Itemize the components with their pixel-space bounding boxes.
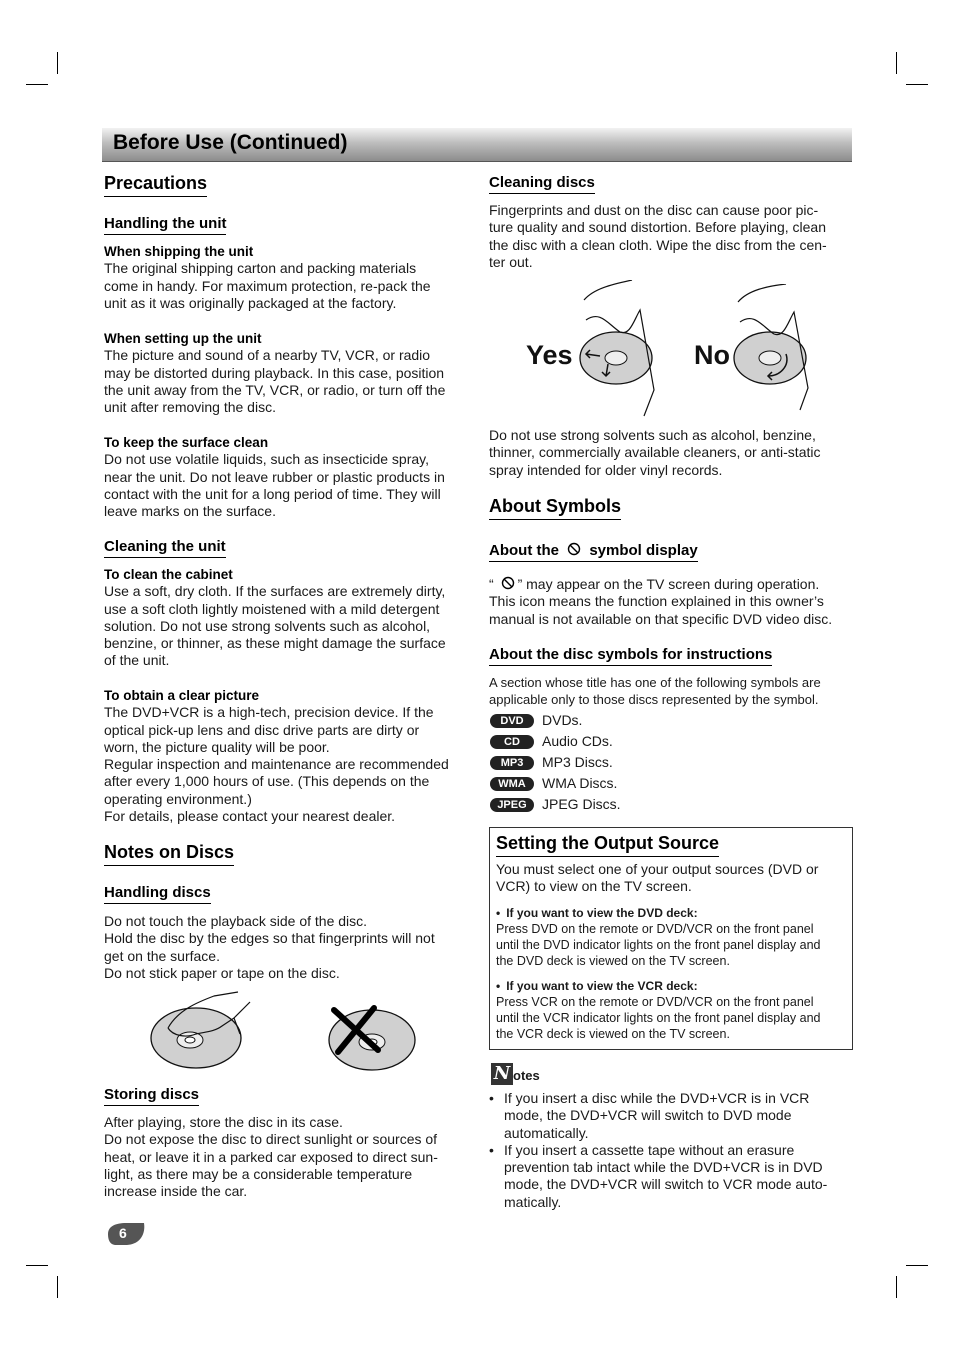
text-line: automatically. xyxy=(504,1124,589,1141)
crop-mark xyxy=(57,1276,58,1298)
no-label: No xyxy=(694,340,730,370)
text-line: VCR) to view on the TV screen. xyxy=(496,878,692,895)
symbol-display-line xyxy=(489,576,851,593)
storing-discs-heading: Storing discs xyxy=(104,1086,199,1106)
about-symbols-heading-wrap xyxy=(489,496,621,520)
text-line: prevention tab intact while the DVD+VCR is in DVD xyxy=(504,1159,823,1176)
crop-mark xyxy=(896,1276,897,1298)
note-item xyxy=(489,1090,849,1142)
disc-symbol-text: DVDs. xyxy=(542,712,583,728)
disc-symbol-text: WMA Discs. xyxy=(542,775,618,791)
disc-symbol-item xyxy=(490,752,790,773)
symbol-display-heading-wrap xyxy=(489,542,698,562)
text-line: The picture and sound of a nearby TV, VCR, or radio xyxy=(104,347,431,364)
notes-list xyxy=(489,1090,849,1211)
disc-symbol-text: JPEG Discs. xyxy=(542,796,621,812)
text-line: If you insert a cassette tape without an erasure xyxy=(504,1141,795,1158)
text-line: matically. xyxy=(504,1193,562,1210)
text-line: contact with the unit for a long period of time. They will xyxy=(104,485,441,502)
text-line: thinner, commercially available cleaners, or anti-static xyxy=(489,444,821,461)
text-line: unit after removing the disc. xyxy=(104,399,276,416)
cleaning-discs-heading: Cleaning discs xyxy=(489,174,595,194)
text-line: the DVD deck is viewed on the TV screen. xyxy=(496,954,730,968)
text-line: Do not touch the playback side of the disc. xyxy=(104,913,368,929)
text-line: Regular inspection and maintenance are recommended xyxy=(104,756,449,773)
text-line: For details, please contact your nearest dealer. xyxy=(104,808,396,825)
surface-subheading: To keep the surface clean xyxy=(104,435,269,450)
text-line: near the unit. Do not leave rubber or plastic products in xyxy=(104,468,445,485)
vcr-deck-block xyxy=(496,978,848,1042)
handling-discs-block xyxy=(104,913,464,982)
notes-discs-heading: Notes on Discs xyxy=(104,842,234,866)
notes-discs-heading-wrap xyxy=(104,842,234,866)
cleaning-discs-heading-wrap xyxy=(489,174,595,194)
crop-mark xyxy=(57,52,58,74)
wma-badge: WMA xyxy=(490,777,534,791)
text-line: increase inside the car. xyxy=(104,1183,248,1200)
symbol-display-heading-pre: About the xyxy=(489,542,559,559)
dvd-deck-block xyxy=(496,905,848,969)
text-line: until the VCR indicator lights on the front panel display and xyxy=(496,1011,821,1025)
precautions-heading: Precautions xyxy=(104,173,207,197)
text-line: use a soft cloth lightly moistened with a mild detergent xyxy=(104,600,440,617)
symbol-display-block xyxy=(489,576,851,628)
crop-mark xyxy=(906,1265,928,1266)
text-line: Do not use strong solvents such as alcohol, benzine, xyxy=(489,427,816,443)
crop-mark xyxy=(26,1265,48,1266)
text-line: The original shipping carton and packing materials xyxy=(104,260,417,277)
page-number: 6 xyxy=(119,1225,127,1241)
text-line: operating environment.) xyxy=(104,790,252,807)
cleaning-unit-heading: Cleaning the unit xyxy=(104,538,226,558)
text-line: You must select one of your output sources (DVD or xyxy=(496,861,819,877)
mp3-badge: MP3 xyxy=(490,756,534,770)
disc-symbol-text: MP3 Discs. xyxy=(542,754,613,770)
disc-symbol-text: Audio CDs. xyxy=(542,733,613,749)
symbol-display-heading-post: symbol display xyxy=(589,542,698,559)
vcr-deck-subheading: • If you want to view the VCR deck: xyxy=(496,979,698,993)
handling-discs-heading: Handling discs xyxy=(104,884,211,904)
crop-mark xyxy=(906,84,928,85)
prohibited-icon xyxy=(567,542,581,556)
solvents-block xyxy=(489,427,849,479)
bullet-dot: • xyxy=(489,1090,494,1106)
handling-discs-heading-wrap xyxy=(104,884,211,904)
text-line: manual is not available on that specific DVD video disc. xyxy=(489,610,833,627)
disc-symbols-heading-wrap xyxy=(489,646,772,666)
cleaning-discs-block xyxy=(489,202,849,271)
output-source-heading-wrap xyxy=(496,833,719,857)
symbol-display-text: ” may appear on the TV screen during operation. xyxy=(517,576,820,592)
text-line: ture quality and sound distortion. Before playing, clean xyxy=(489,219,826,236)
text-line: Press DVD on the remote or DVD/VCR on the front panel xyxy=(496,922,814,936)
disc-hold-correct-illustration xyxy=(148,988,258,1072)
text-line: Fingerprints and dust on the disc can cause poor pic- xyxy=(489,202,819,218)
disc-symbol-item xyxy=(490,710,790,731)
disc-symbols-heading: About the disc symbols for instructions xyxy=(489,646,772,666)
disc-symbol-item xyxy=(490,731,790,752)
vcr-deck-subheading-text: If you want to view the VCR deck: xyxy=(506,979,698,993)
text-line: optical pick-up lens and disc drive parts are dirty or xyxy=(104,721,420,738)
handling-unit-heading: Handling the unit xyxy=(104,215,226,235)
yes-label: Yes xyxy=(526,340,573,370)
text-line: solution. Do not use strong solvents such as alcohol, xyxy=(104,617,431,634)
output-source-heading: Setting the Output Source xyxy=(496,833,719,857)
dvd-badge: DVD xyxy=(490,714,534,728)
text-line: Press VCR on the remote or DVD/VCR on the front panel xyxy=(496,995,814,1009)
cabinet-subheading: To clean the cabinet xyxy=(104,567,233,582)
text-line: Use a soft, dry cloth. If the surfaces are extremely dirty, xyxy=(104,583,446,600)
section-header-bar xyxy=(102,128,852,162)
text-line: the unit away from the TV, VCR, or radio, or turn off the xyxy=(104,381,446,398)
disc-symbol-list xyxy=(490,710,790,815)
cd-badge: CD xyxy=(490,735,534,749)
text-line: get on the surface. xyxy=(104,947,220,964)
text-line: If you insert a disc while the DVD+VCR is in VCR xyxy=(504,1090,810,1106)
text-line: come in handy. For maximum protection, re-pack the xyxy=(104,277,431,294)
text-line: the VCR deck is viewed on the TV screen. xyxy=(496,1027,730,1041)
cleaning-unit-heading-wrap xyxy=(104,538,226,558)
text-line: This icon means the function explained in this owner’s xyxy=(489,593,824,610)
text-line: leave marks on the surface. xyxy=(104,503,276,520)
text-line: spray intended for older vinyl records. xyxy=(489,461,723,478)
dvd-deck-subheading-text: If you want to view the DVD deck: xyxy=(506,906,698,920)
notes-title: otes xyxy=(513,1068,540,1083)
disc-symbol-item xyxy=(490,773,790,794)
page-title: Before Use (Continued) xyxy=(113,131,348,154)
text-line: mode, the DVD+VCR will switch to VCR mode auto- xyxy=(504,1176,828,1193)
shipping-subheading: When shipping the unit xyxy=(104,244,254,259)
text-line: the disc with a clean cloth. Wipe the disc from the cen- xyxy=(489,236,827,253)
precautions-heading-wrap xyxy=(104,173,207,197)
output-source-intro xyxy=(496,861,846,896)
text-line: Do not use volatile liquids, such as insecticide spray, xyxy=(104,451,430,468)
disc-touch-wrong-illustration xyxy=(326,1002,418,1074)
text-line: benzine, or thinner, as these might damage the surface xyxy=(104,635,446,652)
crop-mark xyxy=(26,84,48,85)
disc-symbols-intro xyxy=(489,674,851,709)
text-line: after every 1,000 hours of use. (This depends on the xyxy=(104,773,430,790)
text-line: unit as it was originally packaged at the factory. xyxy=(104,294,397,311)
output-source-box xyxy=(489,827,853,1050)
wipe-center-out-illustration xyxy=(574,280,666,418)
text-line: Hold the disc by the edges so that fingerprints will not xyxy=(104,930,435,947)
crop-mark xyxy=(896,52,897,74)
text-line: until the DVD indicator lights on the front panel display and xyxy=(496,938,821,952)
text-line: worn, the picture quality will be poor. xyxy=(104,738,330,755)
handling-unit-heading-wrap xyxy=(104,215,226,235)
page-number-badge xyxy=(104,1222,146,1246)
note-item xyxy=(489,1142,849,1211)
bullet-dot: • xyxy=(489,1141,494,1158)
text-line: mode, the DVD+VCR will switch to DVD mode xyxy=(504,1107,792,1124)
about-symbols-heading: About Symbols xyxy=(489,496,621,520)
symbol-display-heading xyxy=(489,542,698,562)
setting-subheading: When setting up the unit xyxy=(104,331,262,346)
storing-discs-heading-wrap xyxy=(104,1086,199,1106)
wipe-circular-wrong-illustration xyxy=(728,284,820,412)
cabinet-block xyxy=(104,566,464,670)
text-line: The DVD+VCR is a high-tech, precision device. If the xyxy=(104,704,434,721)
text-line: A section whose title has one of the following symbols are xyxy=(489,675,821,690)
text-line: After playing, store the disc in its case. xyxy=(104,1114,343,1130)
setting-block xyxy=(104,330,464,416)
disc-symbol-item xyxy=(490,794,790,815)
text-line: may be distorted during playback. In this case, position xyxy=(104,364,445,381)
prohibited-icon xyxy=(501,576,515,590)
picture-subheading: To obtain a clear picture xyxy=(104,688,260,703)
shipping-block xyxy=(104,243,464,312)
text-line: of the unit. xyxy=(104,652,170,669)
text-line: ter out. xyxy=(489,253,533,270)
picture-block xyxy=(104,687,466,825)
text-line: applicable only to those discs represented by the symbol. xyxy=(489,692,819,708)
text-line: Do not expose the disc to direct sunlight or sources of xyxy=(104,1131,438,1148)
text-line: heat, or leave it in a parked car exposed to direct sun- xyxy=(104,1148,438,1165)
quote-open: “ xyxy=(489,576,494,592)
jpeg-badge: JPEG xyxy=(490,798,534,812)
storing-discs-block xyxy=(104,1114,464,1200)
notes-heading xyxy=(491,1063,540,1085)
notes-icon: N xyxy=(491,1063,513,1085)
text-line: Do not stick paper or tape on the disc. xyxy=(104,964,340,981)
surface-block xyxy=(104,434,464,520)
dvd-deck-subheading: • If you want to view the DVD deck: xyxy=(496,906,698,920)
text-line: light, as there may be a considerable temperature xyxy=(104,1165,413,1182)
